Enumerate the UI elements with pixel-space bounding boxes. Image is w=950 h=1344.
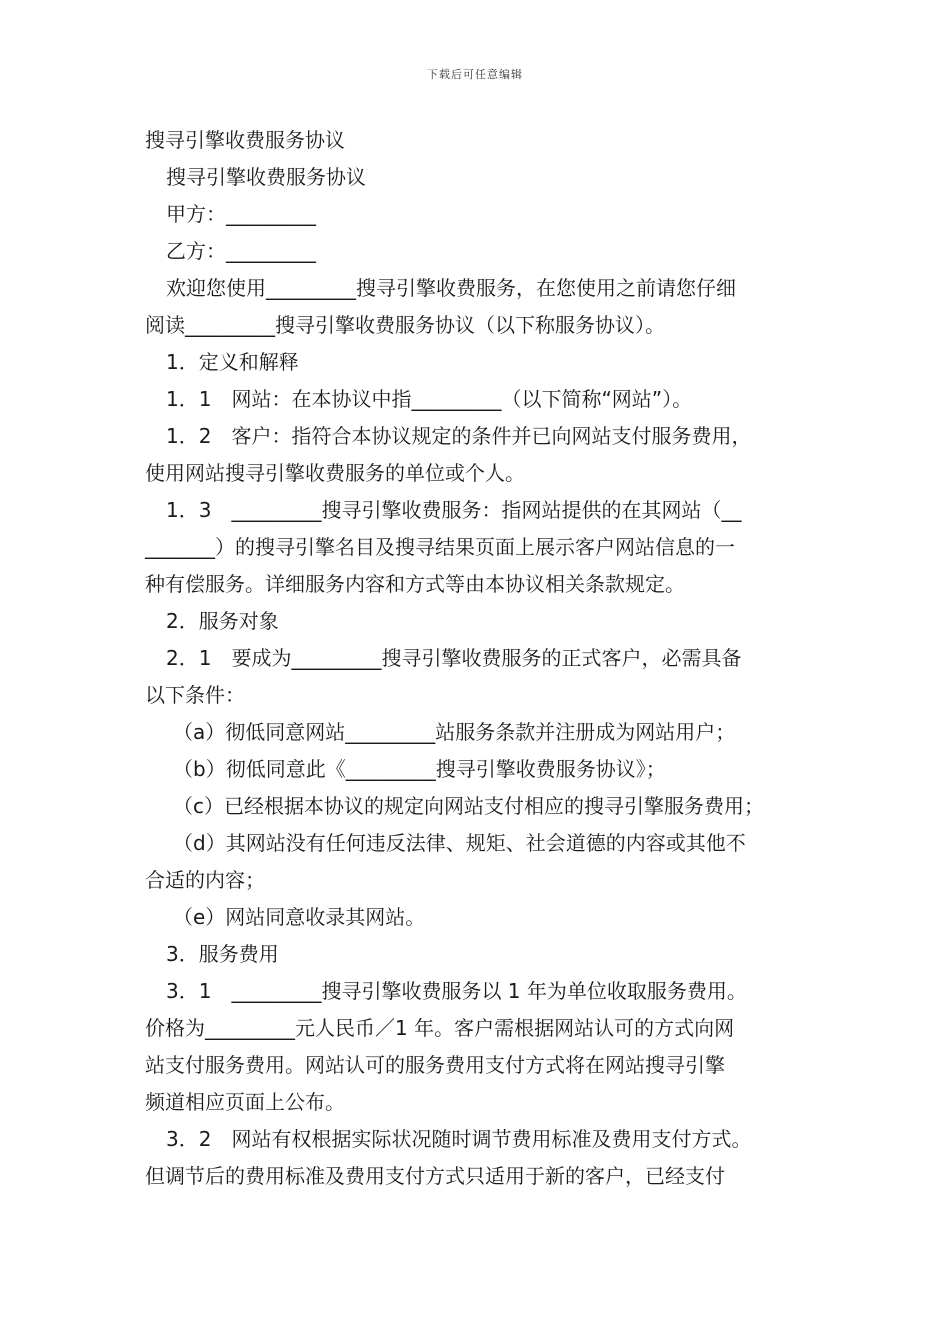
- document-line: 但调节后的费用标准及费用支付方式只适用于新的客户，已经支付: [145, 1164, 725, 1188]
- document-line: 使用网站搜寻引擎收费服务的单位或个人。: [145, 461, 525, 485]
- document-line: （c）已经根据本协议的规定向网站支付相应的搜寻引擎服务费用；: [173, 794, 764, 818]
- document-body: [145, 122, 825, 1195]
- document-line: 欢迎您使用_________搜寻引擎收费服务，在您使用之前请您仔细: [166, 276, 736, 300]
- document-line: 乙方：_________: [166, 239, 316, 263]
- document-line: （d）其网站没有任何违反法律、规矩、社会道德的内容或其他不: [173, 831, 746, 855]
- document-line: 1．3 _________搜寻引擎收费服务：指网站提供的在其网站（__: [166, 498, 742, 522]
- document-line: 价格为_________元人民币／1 年。客户需根据网站认可的方式向网: [145, 1016, 735, 1040]
- document-line: 阅读_________搜寻引擎收费服务协议（以下称服务协议）。: [145, 313, 665, 337]
- document-line: 3．2 网站有权根据实际状况随时调节费用标准及费用支付方式。: [166, 1127, 752, 1151]
- document-line: 1．定义和解释: [166, 350, 299, 374]
- document-title: 搜寻引擎收费服务协议: [145, 128, 345, 152]
- document-line: （b）彻低同意此《_________搜寻引擎收费服务协议》；: [173, 757, 666, 781]
- document-line: _______）的搜寻引擎名目及搜寻结果页面上展示客户网站信息的一: [145, 535, 735, 559]
- document-line: 3．服务费用: [166, 942, 279, 966]
- header-note: 下载后可任意编辑: [427, 68, 523, 81]
- document-line: 以下条件：: [145, 683, 245, 707]
- document-line: 甲方：_________: [166, 202, 316, 226]
- document-line: 频道相应页面上公布。: [145, 1090, 345, 1114]
- document-line: 1．2 客户：指符合本协议规定的条件并已向网站支付服务费用，: [166, 424, 752, 448]
- document-line: 2．1 要成为_________搜寻引擎收费服务的正式客户，必需具备: [166, 646, 742, 670]
- document-line: 2．服务对象: [166, 609, 279, 633]
- document-line: 种有偿服务。详细服务内容和方式等由本协议相关条款规定。: [145, 572, 685, 596]
- document-line: （e）网站同意收录其网站。: [173, 905, 426, 929]
- document-line: 1．1 网站：在本协议中指_________（以下简称“网站”）。: [166, 387, 693, 411]
- document-line: 搜寻引擎收费服务协议: [166, 165, 366, 189]
- document-line: （a）彻低同意网站_________站服务条款并注册成为网站用户；: [173, 720, 736, 744]
- document-line: 站支付服务费用。网站认可的服务费用支付方式将在网站搜寻引擎: [145, 1053, 725, 1077]
- document-line: 合适的内容；: [145, 868, 265, 892]
- document-line: 3．1 _________搜寻引擎收费服务以 1 年为单位收取服务费用。: [166, 979, 747, 1003]
